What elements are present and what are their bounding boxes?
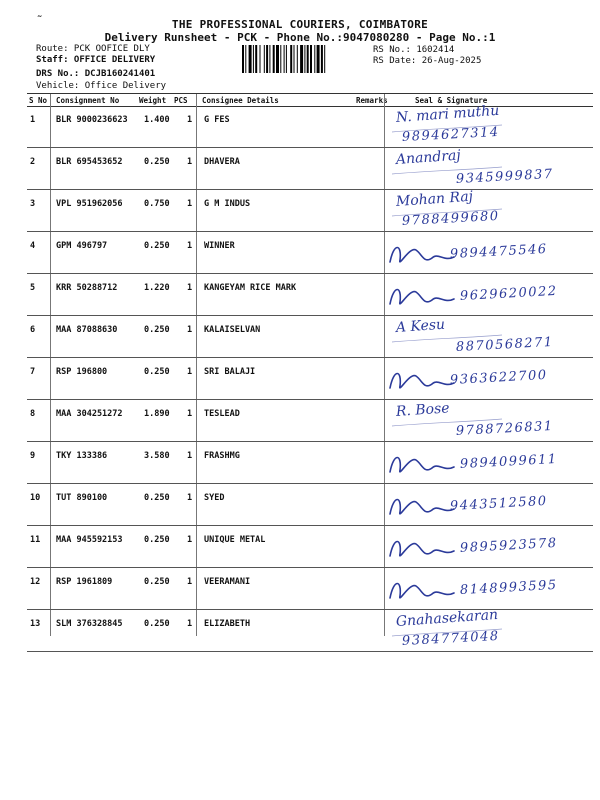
barcode-bar bbox=[242, 45, 244, 73]
consignment-no-cell: TKY 133386 bbox=[56, 451, 108, 461]
sno-cell: 12 bbox=[30, 577, 41, 587]
signature-area bbox=[384, 318, 594, 360]
barcode-bar bbox=[284, 45, 285, 73]
consignee-cell: UNIQUE METAL bbox=[204, 535, 266, 545]
consignment-no-cell: BLR 9000236623 bbox=[56, 115, 128, 125]
corner-mark: ˜ bbox=[36, 14, 44, 28]
barcode-bar bbox=[273, 45, 275, 73]
col-pcs: PCS bbox=[174, 96, 188, 105]
consignment-no-cell: MAA 87088630 bbox=[56, 325, 118, 335]
signature-phone: 8870568271 bbox=[455, 334, 554, 355]
consignment-no-cell: TUT 890100 bbox=[56, 493, 108, 503]
barcode-bar bbox=[286, 45, 287, 73]
barcode-bar bbox=[245, 45, 246, 73]
barcode bbox=[242, 45, 370, 73]
signature-area bbox=[384, 234, 594, 276]
company-title: THE PROFESSIONAL COURIERS, COIMBATORE bbox=[171, 18, 429, 31]
pcs-cell: 1 bbox=[187, 451, 193, 461]
signature-phone: 9345999837 bbox=[455, 166, 554, 187]
barcode-bar bbox=[297, 45, 298, 73]
sno-cell: 1 bbox=[30, 115, 36, 125]
weight-cell: 0.250 bbox=[144, 493, 170, 503]
pcs-cell: 1 bbox=[187, 493, 193, 503]
barcode-bar bbox=[314, 45, 315, 73]
runsheet-title: Delivery Runsheet - PCK - Phone No.:9047080280 - Page No.:1 bbox=[104, 31, 496, 44]
signature-name: Gnahasekaran bbox=[395, 606, 499, 630]
barcode-bar bbox=[324, 45, 325, 73]
rs-date-text: RS Date: 26-Aug-2025 bbox=[373, 56, 482, 66]
col-seal-signature: Seal & Signature bbox=[415, 96, 488, 105]
sno-cell: 5 bbox=[30, 283, 36, 293]
consignee-cell: KANGEYAM RICE MARK bbox=[204, 283, 297, 293]
pcs-cell: 1 bbox=[187, 325, 193, 335]
consignment-no-cell: KRR 50288712 bbox=[56, 283, 118, 293]
consignment-no-cell: RSP 1961809 bbox=[56, 577, 113, 587]
col-weight: Weight bbox=[139, 96, 167, 105]
barcode-bar bbox=[317, 45, 320, 73]
signature-area bbox=[384, 606, 594, 654]
consignment-no-cell: RSP 196800 bbox=[56, 367, 108, 377]
signature-area bbox=[384, 570, 594, 612]
barcode-bar bbox=[266, 45, 268, 73]
consignment-no-cell: VPL 951962056 bbox=[56, 199, 123, 209]
pcs-cell: 1 bbox=[187, 199, 193, 209]
rs-no-text: RS No.: 1602414 bbox=[373, 45, 455, 55]
signature-name: A Kesu bbox=[395, 316, 446, 336]
signature-name: Mohan Raj bbox=[395, 188, 474, 210]
signature-area bbox=[384, 486, 594, 528]
weight-cell: 1.890 bbox=[144, 409, 170, 419]
signature-phone: 9788726831 bbox=[455, 418, 554, 439]
weight-cell: 1.220 bbox=[144, 283, 170, 293]
consignee-cell: DHAVERA bbox=[204, 157, 240, 167]
pcs-cell: 1 bbox=[187, 283, 193, 293]
sno-cell: 2 bbox=[30, 157, 36, 167]
weight-cell: 3.580 bbox=[144, 451, 170, 461]
barcode-bar bbox=[307, 45, 309, 73]
barcode-bar bbox=[253, 45, 254, 73]
sno-cell: 11 bbox=[30, 535, 41, 545]
signature-name: N. mari muthu bbox=[395, 102, 500, 126]
consignee-cell: G M INDUS bbox=[204, 199, 251, 209]
sno-cell: 6 bbox=[30, 325, 36, 335]
barcode-bar bbox=[269, 45, 270, 73]
consignment-no-cell: MAA 945592153 bbox=[56, 535, 123, 545]
weight-cell: 0.250 bbox=[144, 241, 170, 251]
barcode-bar bbox=[280, 45, 281, 73]
rs-block bbox=[373, 45, 481, 67]
weight-cell: 0.250 bbox=[144, 619, 170, 629]
weight-cell: 0.250 bbox=[144, 367, 170, 377]
signature-area bbox=[384, 444, 594, 486]
signature-name: R. Bose bbox=[395, 400, 451, 420]
sno-cell: 3 bbox=[30, 199, 36, 209]
consignee-cell: ELIZABETH bbox=[204, 619, 251, 629]
signature-phone: 9894099611 bbox=[459, 451, 558, 472]
consignment-no-cell: MAA 304251272 bbox=[56, 409, 123, 419]
barcode-bar bbox=[276, 45, 279, 73]
consignment-no-cell: GPM 496797 bbox=[56, 241, 108, 251]
consignment-no-cell: BLR 695453652 bbox=[56, 157, 123, 167]
pcs-cell: 1 bbox=[187, 409, 193, 419]
route-block bbox=[36, 44, 155, 80]
signature-phone: 9894627314 bbox=[401, 124, 500, 145]
signature-phone: 9363622700 bbox=[449, 367, 548, 388]
sno-cell: 9 bbox=[30, 451, 36, 461]
pcs-cell: 1 bbox=[187, 241, 193, 251]
signature-phone: 9384774048 bbox=[401, 628, 500, 649]
staff-text: Staff: OFFICE DELIVERY bbox=[36, 55, 156, 65]
signature-phone: 8148993595 bbox=[459, 577, 558, 598]
barcode-bar bbox=[255, 45, 257, 73]
signature-area bbox=[384, 188, 594, 234]
sno-cell: 8 bbox=[30, 409, 36, 419]
weight-cell: 0.250 bbox=[144, 535, 170, 545]
barcode-bar bbox=[294, 45, 295, 73]
signature-phone: 9894475546 bbox=[449, 241, 548, 262]
signature-phone: 9443512580 bbox=[449, 493, 548, 514]
signature-phone: 9788499680 bbox=[401, 208, 500, 229]
signature-area bbox=[384, 276, 594, 318]
pcs-cell: 1 bbox=[187, 157, 193, 167]
consignee-cell: SYED bbox=[204, 493, 225, 503]
weight-cell: 0.250 bbox=[144, 325, 170, 335]
consignee-cell: FRASHMG bbox=[204, 451, 240, 461]
signature-area bbox=[384, 360, 594, 402]
signature-area bbox=[384, 102, 594, 150]
drs-no-text: DRS No.: DCJB160241401 bbox=[36, 69, 156, 79]
pcs-cell: 1 bbox=[187, 577, 193, 587]
signature-phone: 9629620022 bbox=[459, 283, 558, 304]
consignee-cell: SRI BALAJI bbox=[204, 367, 256, 377]
barcode-bar bbox=[290, 45, 292, 73]
sno-cell: 10 bbox=[30, 493, 41, 503]
barcode-bar bbox=[264, 45, 265, 73]
pcs-cell: 1 bbox=[187, 619, 193, 629]
col-remarks: Remarks bbox=[356, 96, 388, 105]
barcode-bar bbox=[321, 45, 323, 73]
signature-phone: 9895923578 bbox=[459, 535, 558, 556]
signature-area bbox=[384, 147, 594, 192]
weight-cell: 0.750 bbox=[144, 199, 170, 209]
barcode-bar bbox=[304, 45, 305, 73]
barcode-bar bbox=[260, 45, 261, 73]
weight-cell: 1.400 bbox=[144, 115, 170, 125]
weight-cell: 0.250 bbox=[144, 577, 170, 587]
signature-area bbox=[384, 402, 594, 444]
pcs-cell: 1 bbox=[187, 115, 193, 125]
consignee-cell: TESLEAD bbox=[204, 409, 240, 419]
barcode-bar bbox=[310, 45, 312, 73]
signature-area bbox=[384, 528, 594, 570]
barcode-bar bbox=[300, 45, 303, 73]
signature-name: Anandraj bbox=[395, 147, 462, 168]
table-top-rule bbox=[27, 93, 593, 94]
route-text: Route: PCK OOFICE DLY bbox=[36, 44, 150, 54]
sno-cell: 4 bbox=[30, 241, 36, 251]
sno-cell: 7 bbox=[30, 367, 36, 377]
consignee-cell: G FES bbox=[204, 115, 230, 125]
pcs-cell: 1 bbox=[187, 535, 193, 545]
col-sno: S No bbox=[29, 96, 48, 105]
col-consignee: Consignee Details bbox=[202, 96, 279, 105]
sno-cell: 13 bbox=[30, 619, 41, 629]
pcs-cell: 1 bbox=[187, 367, 193, 377]
vehicle-text: Vehicle: Office Delivery bbox=[36, 81, 167, 91]
barcode-bar bbox=[249, 45, 252, 73]
col-consignment: Consignment No bbox=[56, 96, 120, 105]
consignee-cell: KALAISELVAN bbox=[204, 325, 261, 335]
consignment-no-cell: SLM 376328845 bbox=[56, 619, 123, 629]
consignee-cell: WINNER bbox=[204, 241, 235, 251]
consignee-cell: VEERAMANI bbox=[204, 577, 251, 587]
weight-cell: 0.250 bbox=[144, 157, 170, 167]
